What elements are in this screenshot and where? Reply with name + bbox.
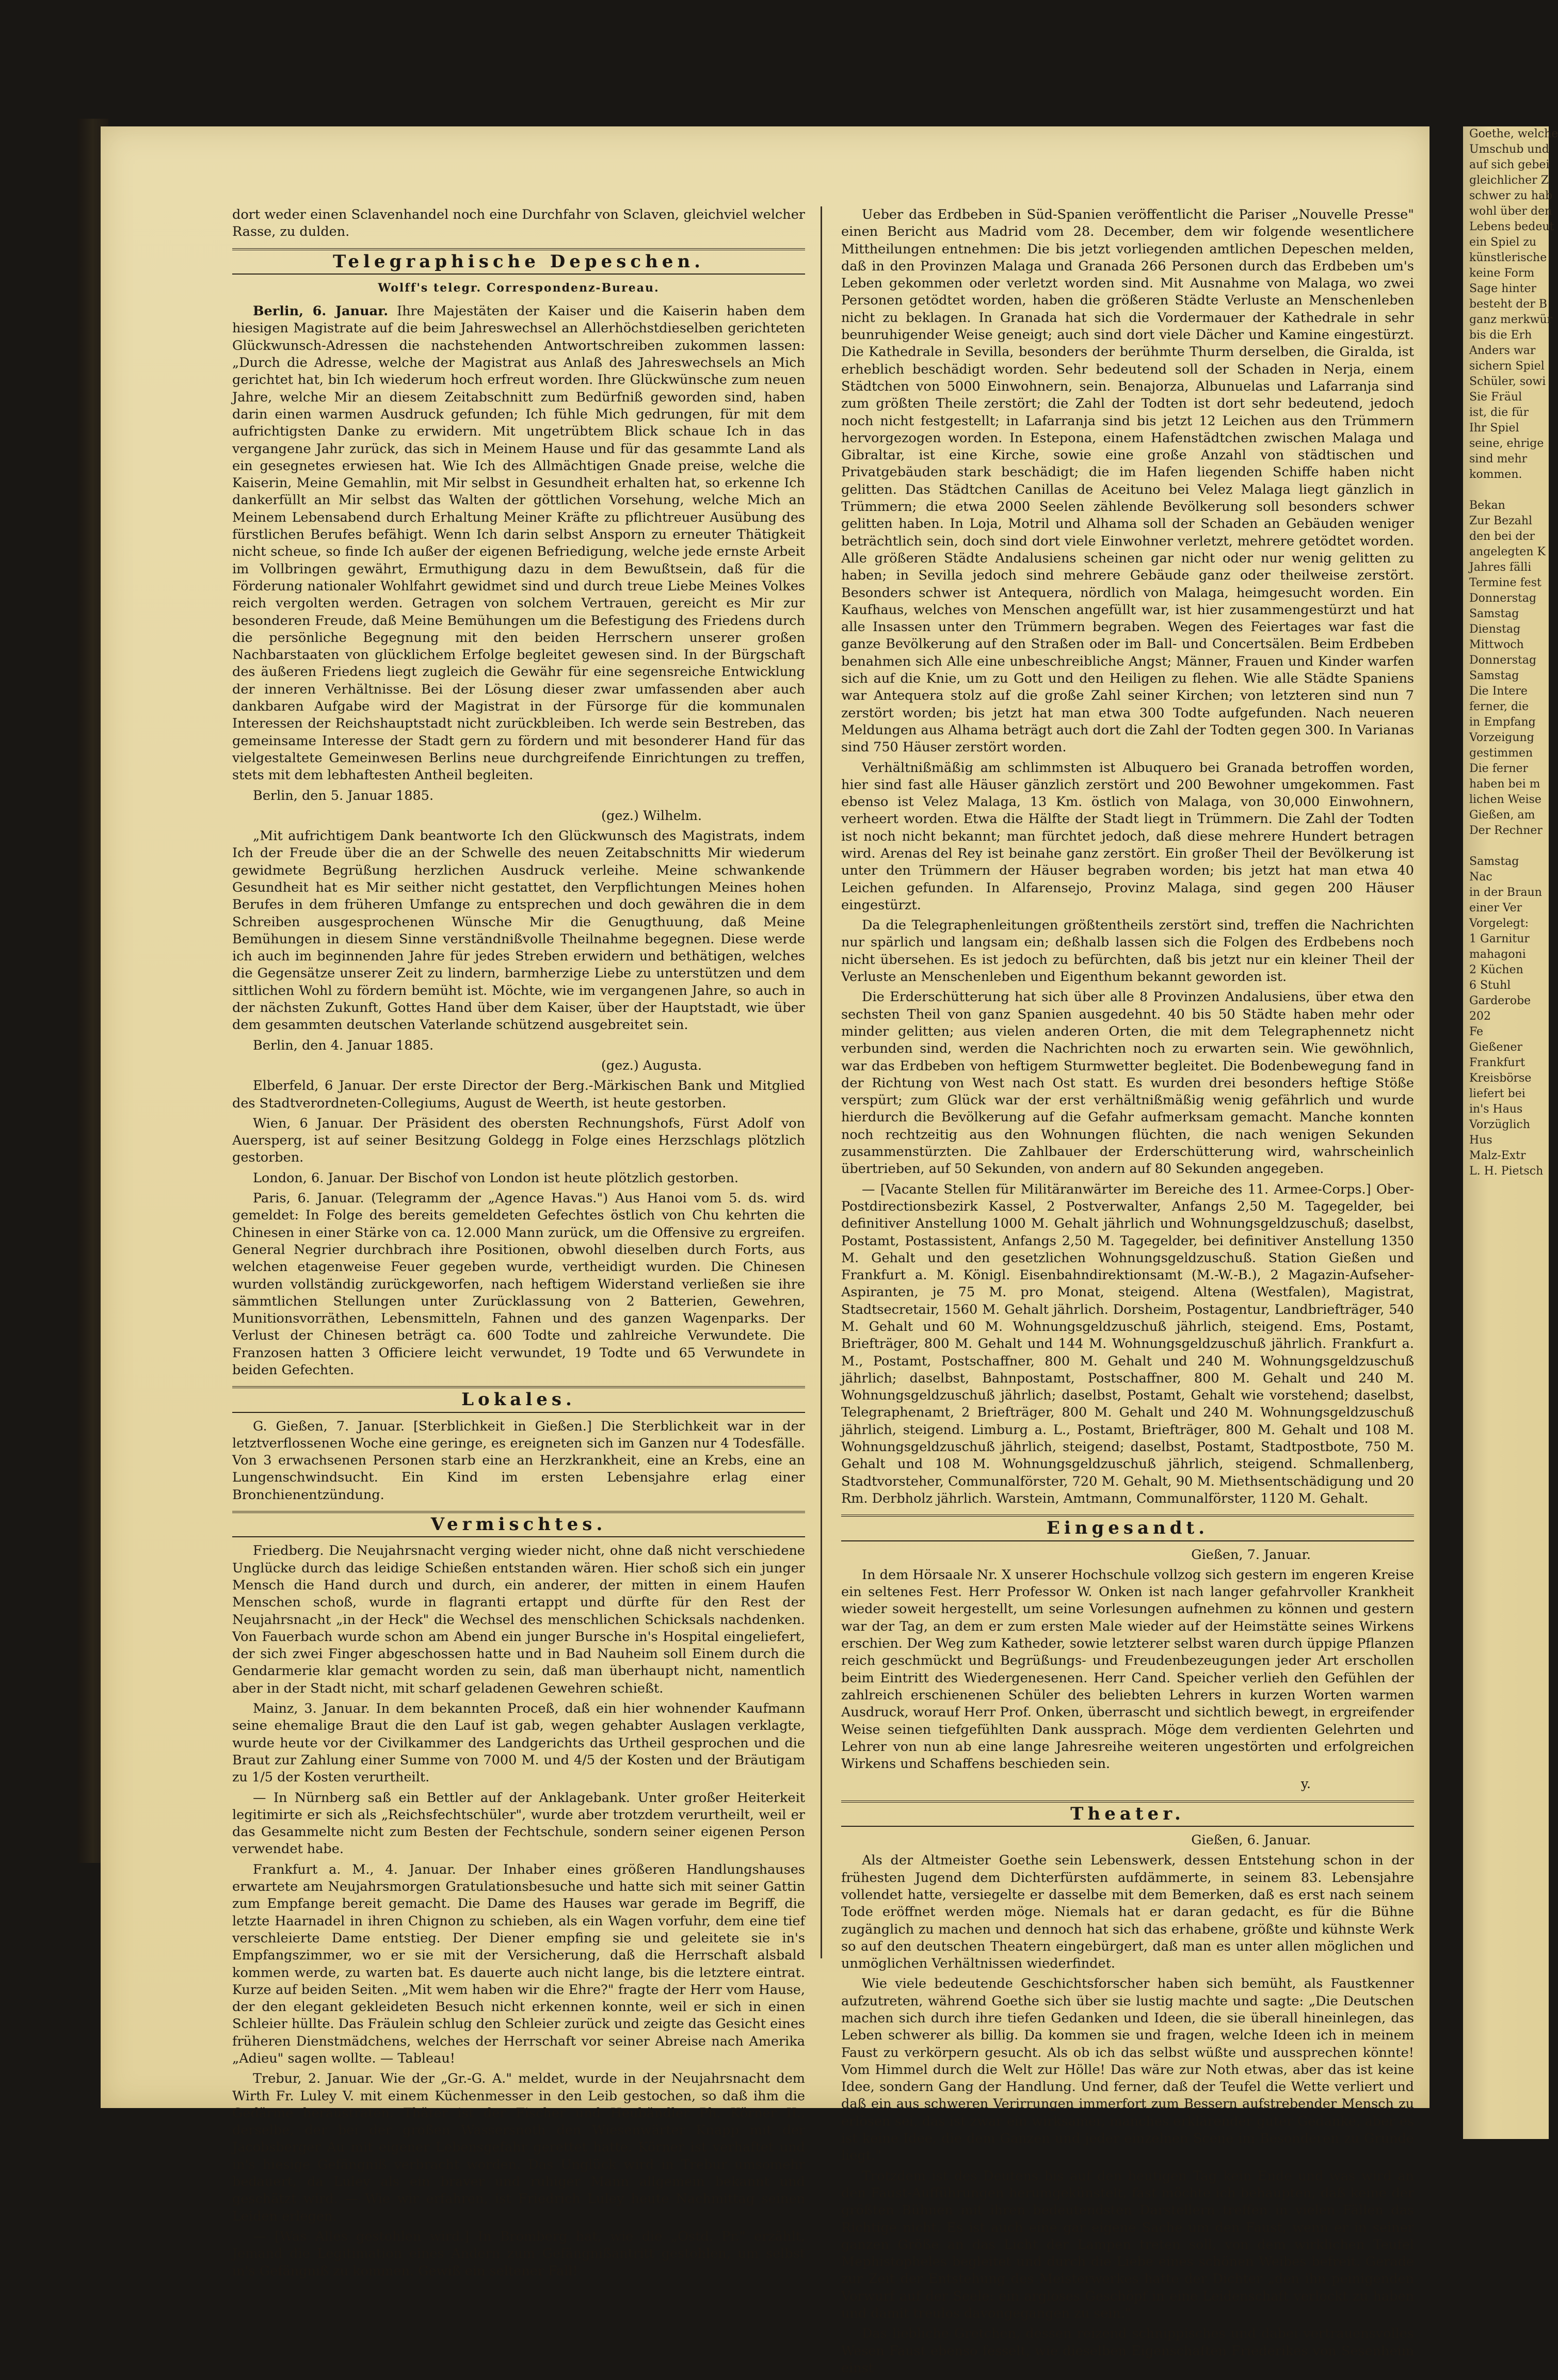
adjacent-page-fragment: gestimmen (1469, 747, 1533, 760)
adjacent-page-fragment: Dienstag (1469, 623, 1521, 636)
adjacent-page-fragment: Ihr Spiel (1469, 422, 1519, 435)
adjacent-page-fragment: auf sich gebei (1469, 158, 1550, 171)
adjacent-page-fragment: Sage hinter (1469, 282, 1537, 295)
adjacent-page-fragment: künstlerische (1469, 251, 1547, 264)
adjacent-page-fragment: Donnerstag (1469, 592, 1537, 605)
theater-article-4: Das liebliche Gretchen, dessen reizend schnippisches und dabei vertrauensvolles Wesen Faust ebenso fesselt, wie dieselben Eigenschaften Friederikes von Sesenheim einst (841, 2326, 1414, 2376)
signature-wilhelm: (gez.) Wilhelm. (601, 808, 702, 824)
adjacent-page-fragment: Vorzeigung (1469, 731, 1534, 744)
adjacent-page-fragment: Nac (1469, 871, 1492, 883)
adjacent-page-fragment: 1 Garnitur (1469, 932, 1530, 945)
adjacent-page-fragment: Frankfurt (1469, 1056, 1525, 1069)
adjacent-page-fragment: schwer zu hab (1469, 189, 1553, 202)
adjacent-page-fragment: Bekan (1469, 499, 1505, 512)
adjacent-page-fragment: liefert bei (1469, 1087, 1525, 1100)
adjacent-page-fragment: Gießen, am (1469, 809, 1535, 822)
adjacent-page-fragment: ferner, die (1469, 700, 1529, 713)
bromberg-article: — [Was Alles gestohlen wird.] In Bromberg hat, wie die „Ostd. Pr." erzählt, Jemand die Legitimation eines Andern zum Gefängnißantritt gestohlen, um selbst in's Gefängniß zu kommen. Gewiß ein seltener Fall! (232, 2228, 805, 2279)
frankfurt-article: Frankfurt a. M., 4. Januar. Der Inhaber eines größeren Handlungshauses erwartete am Neujahrsmorgen Gratulationsbesuche und hatte sich mit seiner Gattin zum Empfange bereit gemacht. Die Dame des Hauses war gerade im Begriff, die letzte Haarnadel in ihren Chignon zu schieben, als ein Wagen vorfuhr, dem eine tief verschleierte Dame entstieg. Der Diener empfing sie und geleitete sie in's Empfangszimmer, wo er sie mit der Versicherung, daß die Herrschaft alsbald kommen werde, zu warten bat. Es dauerte auch nicht lange, bis die letztere eintrat. Kurze auf beiden Seiten. „Mit wem haben wir die Ehre?" fragte der Herr vom Hause, der den elegant gekleideten Besuch nicht erkennen konnte, weil er sich in einen Schleier hüllte. Das Fräulein schlug den Schleier zurück und zeigte das Gesicht eines früheren Dienstmädchens, welches der Herrschaft vor seiner Abreise nach Amerika „Adieu" sagen wollte. — Tableau! (232, 1861, 806, 2066)
adjacent-page-fragment: Die ferner (1469, 762, 1529, 775)
empress-article: „Mit aufrichtigem Dank beantworte Ich den Glückwunsch des Magistrats, indem Ich der Freude über die an der Schwelle des neuen Zeitabschnitts Mir wiederum gewidmete Begrüßung herzlichen Ausdruck verleihe. Meine schwankende Gesundheit hat es Mir seither nicht gestattet, den Verpflichtungen Meines hohen Berufes in dem früheren Umfange zu entsprechen und doch gewähren die in dem Schreiben ausgesprochenen Wünsche Mir die Genugthuung, daß Meine Bemühungen in diesem Sinne verständnißvolle Theilnahme begegnen. Diese werde ich auch im beginnenden Jahre für jedes Streben erwidern und bethätigen, welches die Gegensätze unserer Zeit zu lindern, barmherzige Liebe zu unterstützen und dem sittlichen Wohl zu fördern bemüht ist. Möchte, wie im vergangenen Jahre, so auch in der nächsten Zukunft, Gottes Hand über dem Kaiser, über der Hauptstadt, wie über dem gesammten deutschen Vaterlande schützend ausgebreitet sein. (232, 828, 805, 1033)
adjacent-page-fragment: kommen. (1469, 468, 1522, 481)
earthquake-article-3: Da die Telegraphenleitungen größtentheils zerstört sind, treffen die Nachrichten nur spärlich und langsam ein; deßhalb lassen sich die Folgen des Erdbebens noch nicht übersehen. Es ist jedoch zu befürchten, daß bis jetzt nur ein kleiner Theil der Verluste an Menschenleben und Eigenthum bekannt geworden ist. (841, 918, 1414, 985)
earthquake-article: Ueber das Erdbeben in Süd-Spanien veröffentlicht die Pariser „Nouvelle Presse" einen Bericht aus Madrid vom 28. December, dem wir folgende wesentlichere Mittheilungen entnehmen: Die bis jetzt vorliegenden amtlichen Depeschen melden, daß in den Provinzen Malaga und Granada 266 Personen durch das Erdbeben um's Leben gekommen oder verletzt worden sind. Mit Ausnahme von Malaga, wo zwei Personen getödtet worden, haben die größeren Städte Verluste an Menschenleben nicht zu beklagen. In Granada hat sich die Vordermauer der Kathedrale in sehr beunruhigender Weise geneigt; auch sind dort viele Dächer und Kamine eingestürzt. Die Kathedrale in Sevilla, besonders der berühmte Thurm derselben, die Giralda, ist erheblich beschädigt worden. Sehr bedeutend soll der Schaden in Nerja, einem Städtchen von 5000 Einwohnern, sein. Benajorza, Albunuelas und Lafarranja sind zum größten Theile zerstört; die Zahl der Todten ist dort sehr bedeutend, jedoch noch nicht festgestellt; in Lafarranja sind bis jetzt 12 Leichen aus den Trümmern hervorgezogen worden. In Estepona, einem Hafenstädtchen zwischen Malaga und Gibraltar, ist eine Kirche, sowie eine große Anzahl von städtischen und Privatgebäuden stark beschädigt; die im Hafen liegenden Schiffe haben nicht gelitten. Das Städtchen Canillas de Aceituno bei Velez Malaga liegt gänzlich in Trümmern; die etwa 2000 Seelen zählende Bevölkerung soll besonders schwer gelitten haben. In Loja, Motril und Alhama soll der Schaden an Gebäuden weniger beträchtlich sein, doch sind dort viele Einwohner verletzt, mehrere getödtet worden. Alle größeren Städte Andalusiens scheinen gar nicht oder nur wenig gelitten zu haben; in Sevilla jedoch sind mehrere Gebäude ganz oder theilweise zerstört. Besonders schwer ist Antequera, nördlich von Malaga, heimgesucht worden. Ein Kaufhaus, welches von Menschen angefüllt war, ist hier zusammengestürzt und hat alle Insassen unter den Trümmern begraben. Wegen des Feiertages war fast die ganze Bevölkerung auf den Straßen oder im Ball- und Concertsälen. Beim Erdbeben benahmen sich Alle eine unbeschreibliche Angst; Männer, Frauen und Kinder warfen sich auf die Knie, um zu Gott und den Heiligen zu flehen. Wie alle Städte Spaniens war Antequera stolz auf die große Zahl seiner Kirchen; von letzteren sind nun 7 zerstört worden; bis jetzt hat man etwa 300 Todte aufgefunden. Nach neueren Meldungen aus Alhama beträgt auch dort die Zahl der Todten gegen 300. In Varianas sind 750 Häuser zerstört worden. (841, 207, 1414, 755)
theater-heading: Theater. (841, 1800, 1414, 1827)
eingesandt-article: In dem Hörsaale Nr. X unserer Hochschule vollzog sich gestern im engeren Kreise ein seltenes Fest. Herr Professor W. Onken ist nach langer gefahrvoller Krankheit wieder soweit hergestellt, um seine Vorlesungen aufnehmen zu können und gestern war der Tag, an dem er zum ersten Male wieder auf der Heimstätte seines Wirkens erschien. Der Weg zum Katheder, sowie letzterer selbst waren durch üppige Pflanzen reich geschmückt und Begrüßungs- und Freudenbezeugungen jeder Art erschollen beim Eintritt des Wiedergenesenen. Herr Cand. Speicher verlieh den Gefühlen der zahlreich erschienenen Schüler des beliebten Lehrers in kurzen Worten warmen Ausdruck, worauf Herr Prof. Onken, überrascht und sichtlich bewegt, in ergreifender Weise seinen tiefgefühlten Dank aussprach. Möge dem verdienten Gelehrten und Lehrer von nun ab eine lange Jahresreihe weiteren ungestörten und erfolgreichen Wirkens und Schaffens beschieden sein. (841, 1567, 1414, 1772)
paris-article: Paris, 6. Januar. (Telegramm der „Agence Havas.") Aus Hanoi vom 5. ds. wird gemeldet: In Folge des bereits gemeldeten Gefechtes östlich von Chu kehrten die Chinesen in einer Stärke von ca. 12.000 Mann zurück, um die Offensive zu ergreifen. General Negrier durchbrach ihre Positionen, obwohl dieselben durch Forts, aus welchen etagenweise Feuer gegeben wurde, vertheidigt wurden. Die Chinesen wurden vollständig zurückgeworfen, nach heftigem Widerstand verließen sie ihre sämmtlichen Stellungen unter Zurücklassung von 2 Batterien, Gewehren, Munitionsvorräthen, Lebensmitteln, Fahnen und des ganzen Wagenparks. Der Verlust der Chinesen beträgt ca. 600 Todte und zahlreiche Verwundete. Die Franzosen hatten 3 Officiere leicht verwundet, 19 Todte und 65 Verwundete in beiden Gefechten. (232, 1191, 805, 1378)
adjacent-page-fragment: Lebens bedeut (1469, 220, 1554, 233)
lokales-heading: Lokales. (232, 1386, 805, 1412)
lokales-article: G. Gießen, 7. Januar. [Sterblichkeit in Gießen.] Die Sterblichkeit war in der letztverflossenen Woche eine geringe, es ereigneten sich im Ganzen nur 4 Todesfälle. Von 3 erwachsenen Personen starb eine an Herzkrankheit, eine an Krebs, eine an Lungenschwindsucht. Ein Kind im ersten Lebensjahre erlag einer Bronchienentzündung. (232, 1418, 805, 1503)
adjacent-page-fragment: Mittwoch (1469, 638, 1524, 651)
adjacent-page-fragment: Fe (1469, 1025, 1484, 1038)
adjacent-page-fragment (1463, 483, 1549, 498)
adjacent-page-fragment: L. H. Pietsch (1469, 1165, 1544, 1178)
adjacent-page-fragment: Sie Fräul (1469, 391, 1522, 404)
right-column (841, 206, 1414, 2380)
intro-text: dort weder einen Sclavenhandel noch eine Durchfahr von Sclaven, gleichviel welcher Rasse, zu dulden. (232, 207, 805, 240)
adjacent-page-fragment: einer Ver (1469, 902, 1522, 914)
vermischtes-heading: Vermischtes. (232, 1511, 805, 1537)
adjacent-page-fragment: sichern Spiel (1469, 360, 1545, 373)
vacancies-article: — [Vacante Stellen für Militäranwärter im Bereiche des 11. Armee-Corps.] Ober-Postdirectionsbezirk Kassel, 2 Postverwalter, Anfangs 2,50 M. Tagegelder, bei definitiver Anstellung 1000 M. Gehalt jährlich und Wohnungsgeldzuschuß; daselbst, Postamt, Postassistent, Anfangs 2,50 M. Tagegelder, bei definitiver Anstellung 1350 M. Gehalt und den gesetzlichen Wohnungsgeldzuschuß. Station Gießen und Frankfurt a. M. Königl. Eisenbahndirektionsamt (M.-W.-B.), 2 Magazin-Aufseher-Aspiranten, je 75 M. pro Monat, steigend. Altena (Westfalen), Magistrat, Stadtsecretair, 1560 M. Gehalt jährlich. Dorsheim, Postagentur, Landbriefträger, 540 M. Gehalt und 60 M. Wohnungsgeldzuschuß jährlich, steigend. Ems, Postamt, Briefträger, 800 M. Gehalt und 144 M. Wohnungsgeldzuschuß jährlich. Frankfurt a. M., Postamt, Postschaffner, 800 M. Gehalt und 240 M. Wohnungsgeldzuschuß jährlich; daselbst, Bahnpostamt, Postschaffner, 800 M. Gehalt und 240 M. Wohnungsgeldzuschuß jährlich; daselbst, Postamt, Gehalt wie vorstehend; daselbst, Telegraphenamt, 2 Briefträger, 800 M. Gehalt und 240 M. Wohnungsgeldzuschuß jährlich, steigend. Limburg a. L., Postamt, Briefträger, 800 M. Gehalt und 108 M. Wohnungsgeldzuschuß jährlich, steigend; daselbst, Postamt, Stadtpostbote, 750 M. Gehalt und 108 M. Wohnungsgeldzuschuß jährlich, steigend. Schmallenberg, Stadtvorsteher, Communalförster, 720 M. Gehalt, 90 M. Miethsentschädigung und 20 Rm. Derbholz jährlich. Warstein, Amtmann, Communalförster, 1120 M. Gehalt. (841, 1181, 1414, 1506)
adjacent-page-fragment: ganz merkwür (1469, 313, 1553, 326)
adjacent-page-fragment: Samstag (1469, 669, 1519, 682)
adjacent-page-fragment: 6 Stuhl (1469, 979, 1511, 992)
adjacent-page-fragment: Samstag (1469, 855, 1519, 868)
left-column (232, 206, 805, 2283)
adjacent-page-fragments (1463, 126, 1558, 1179)
trebur-article: Trebur, 2. Januar. Wie der „Gr.-G. A." meldet, wurde in der Neujahrsnacht dem Wirth Fr. Luley V. mit einem Küchenmesser in den Leib gestochen, so daß ihm die Gedärme heraustraten. Thäter ist der Fischer und Heubändler Ph. Körner II., derselbe, der bei der großen Wassersnoth den Wiesenwärter Knapp mit der Jacobsberger Au mit eigener Lebensgefahr gerettet hatte. Körner ist verhaftet und in's hiesige Gefängniß verbracht worden. Das Unglück wird in Trebur umsomehr bedauert, da Luley als ein braver und ruhiger Mann allgemein bekannt und geschätzt wird. — Wie wir erfahren, ist Friedrich Luley heute Nachmittag seinen Leiden erlegen. (232, 2071, 805, 2224)
berlin-date-2: Berlin, den 4. Januar 1885. (253, 1037, 434, 1053)
eingesandt-heading: Eingesandt. (841, 1515, 1414, 1541)
adjacent-page-fragment: Malz-Extr (1469, 1149, 1526, 1162)
adjacent-page-fragment: Goethe, welche (1469, 127, 1558, 140)
adjacent-page-fragment: Vorzüglich (1469, 1118, 1531, 1131)
adjacent-page-fragment: haben bei m (1469, 778, 1540, 791)
adjacent-page-fragment: Vorgelegt: (1469, 917, 1529, 930)
theater-article-2: Wie viele bedeutende Geschichtsforscher haben sich bemüht, als Faustkenner aufzutreten, während Goethe sich über sie lustig machte und sagte: „Die Deutschen machen sich durch ihre tiefen Gedanken und Ideen, die sie überall hineinlegen, das Leben schwerer als billig. Da kommen sie und fragen, welche Ideen ich in meinem Faust zu verkörpern gesucht. Als ob ich das selbst wüßte und aussprechen könnte! Vom Himmel durch die Welt zur Hölle! Das wäre zur Noth etwas, aber das ist keine Idee, sondern Gang der Handlung. Und ferner, daß der Teufel die Wette verliert und daß ein aus schweren Verirrungen immerfort zum Bessern aufstrebender Mensch zu erlösen sei, das ist zwar ein wirksamer, manches erklärender guter Gedanke, aber es ist keine Idee, die dem Ganzen und jeder einzelnen Scene im Besonderen zu Grunde liegt." (841, 1976, 1414, 2164)
adjacent-page-fragment: Anders war (1469, 344, 1536, 357)
telegrams-subheading: Wolff's telegr. Correspondenz-Bureau. (378, 281, 660, 295)
london-article: London, 6. Januar. Der Bischof von London ist heute plötzlich gestorben. (253, 1170, 738, 1186)
adjacent-page-fragment: in der Braun (1469, 886, 1542, 899)
adjacent-page-fragment (1463, 839, 1549, 854)
adjacent-page-fragment: Der Rechner (1469, 824, 1543, 837)
adjacent-page-fragment: 2 Küchen (1469, 963, 1523, 976)
signature-augusta: (gez.) Augusta. (601, 1057, 702, 1073)
adjacent-page-fragment: den bei der (1469, 530, 1535, 543)
adjacent-page-fragment: seine, ehrige (1469, 437, 1544, 450)
theater-dateline: Gießen, 6. Januar. (1191, 1832, 1311, 1848)
adjacent-page-fragment: besteht der B (1469, 298, 1548, 311)
elberfeld-article: Elberfeld, 6 Januar. Der erste Director der Berg.-Märkischen Bank und Mitglied des Stadtverordneten-Collegiums, August de Weerth, ist heute gestorben. (232, 1078, 805, 1111)
adjacent-page-fragment: Donnerstag (1469, 654, 1537, 667)
adjacent-page-fragment: wohl über den (1469, 205, 1552, 218)
adjacent-page-fragment: Gießener (1469, 1041, 1523, 1054)
adjacent-page-fragment: ist, die für (1469, 406, 1529, 419)
wien-article: Wien, 6 Januar. Der Präsident des obersten Rechnungshofs, Fürst Adolf von Auersperg, ist auf seiner Besitzung Goldegg in Folge eines Herzschlags plötzlich gestorben. (232, 1115, 805, 1166)
adjacent-page-fragment: Kreisbörse (1469, 1072, 1532, 1085)
adjacent-page-edge (1463, 126, 1558, 2139)
adjacent-page-fragment: Schüler, sowi (1469, 375, 1546, 388)
adjacent-page-fragment: mahagoni (1469, 948, 1526, 961)
adjacent-page-fragment: 202 (1469, 1010, 1491, 1023)
adjacent-page-fragment: Umschub und (1469, 143, 1549, 156)
adjacent-page-fragment: Zur Bezahl (1469, 514, 1533, 527)
telegrams-heading: Telegraphische Depeschen. (232, 248, 805, 275)
friedberg-article: Friedberg. Die Neujahrsnacht verging wieder nicht, ohne daß nicht verschiedene Unglücke durch das leidige Schießen entstanden wären. Hier schoß sich ein junger Mensch die Hand durch und durch, ein anderer, der mitten in einem Haufen Menschen schoß, wurde in flagranti ertappt und dürfte für den Rest der Neujahrsnacht „in der Heck" die Wechsel des menschlichen Schicksals nachdenken. Von Fauerbach wurde schon am Abend ein junger Bursche in's Hospital eingeliefert, der sich zwei Finger abgeschossen hatte und in Bad Nauheim soll Einem durch die Gendarmerie klar gemacht worden zu sein, daß man überhaupt nicht, namentlich aber in der Stadt nicht, mit scharf geladenen Gewehren schießt. (232, 1543, 805, 1696)
theater-article-3: Trotzdem ist des Deutens bis auf den heutigen Tag kein Ende und was wird an den Faust-Aufführungen herumgekünstelt, fast möchte ich behaupten, daß keine der größten Bühnen mit ihren bedeutendsten Darstellern treffen in vielen Fällen das Richtige nicht. Es ist auch eine gar eigene Sache um den Faust, wenn er in seiner ganzen Größe an das Licht der Lampen treten soll, von dem wirklichen Teufel Mephistopheles begleitet und durch die Liebe eines schönen Weibes befreit. Gerade zur Zeit der Entstehung des Meisterwerkes hatte der Dichter „den ihn peinigenden Vorwurf auf der Seele: ein argloses Geschöpf in eine Leidenschaft verlockt zu haben und damit treulos davongegangen zu sein." (841, 2168, 1414, 2322)
eingesandt-signature: y. (1300, 1776, 1311, 1792)
adjacent-page-fragment: gleichlicher Z (1469, 174, 1549, 187)
theater-article: Als der Altmeister Goethe sein Lebenswerk, dessen Entstehung schon in der frühesten Jugend dem Dichterfürsten aufdämmerte, in seinem 83. Lebensjahre vollendet hatte, versiegelte er dasselbe mit dem Bemerken, daß es erst nach seinem Tode eröffnet werden möge. Niemals hat er daran gedacht, es für die Bühne zugänglich zu machen und dennoch hat sich das erhabene, größte und kühnste Werk so auf den deutschen Theatern eingebürgert, daß man es unter allen möglichen und unmöglichen Verhältnissen wiederfindet. (841, 1853, 1414, 1972)
adjacent-page-fragment: Termine fest (1469, 576, 1541, 589)
eingesandt-dateline: Gießen, 7. Januar. (1191, 1547, 1311, 1563)
adjacent-page-fragment: in's Haus (1469, 1103, 1523, 1116)
adjacent-page-fragment: ein Spiel zu (1469, 236, 1537, 249)
adjacent-page-fragment: lichen Weise (1469, 793, 1541, 806)
adjacent-page-fragment: Samstag (1469, 607, 1519, 620)
adjacent-page-fragment: Die Intere (1469, 685, 1528, 698)
earthquake-article-4: Die Erderschütterung hat sich über alle 8 Provinzen Andalusiens, über etwa den sechsten Theil von ganz Spanien ausgedehnt. 40 bis 50 Städte haben mehr oder minder gelitten; aus vielen anderen Orten, die mit dem Telegraphennetz nicht verbunden sind, werden die Nachrichten noch zu erwarten sein. Wie gewöhnlich, war das Erdbeben von heftigem Sturmwetter begleitet. Die Bodenbewegung fand in der Richtung von West nach Ost statt. Es wurden drei besonders heftige Stöße verspürt; zum Glück war der erst verhältnißmäßig wenig gefährlich und wurde hierdurch die Bevölkerung auf die Gefahr aufmerksam gemacht. Manche konnten noch rechtzeitig aus den Wohnungen flüchten, die nach wenigen Sekunden zusammenstürzten. Die Zahlbauer der Erderschütterung wird, wahrscheinlich übertrieben, auf 50 Sekunden, von andern auf 80 Sekunden angegeben. (841, 989, 1414, 1177)
adjacent-page-fragment: in Empfang (1469, 716, 1536, 729)
berlin-dateline: Berlin, 6. Januar. (253, 303, 389, 319)
adjacent-page-fragment: keine Form (1469, 267, 1535, 280)
mainz-article: Mainz, 3. Januar. In dem bekannten Proceß, daß ein hier wohnender Kaufmann seine ehemalige Braut die den Lauf ist gab, wegen gehabter Auslagen verklagte, wurde heute vor der Civilkammer des Landgerichts das Urtheil gesprochen und die Braut zur Zahlung einer Summe von 7000 M. und 4/5 der Kosten und der Bräutigam zu 1/5 der Kosten verurtheilt. (232, 1701, 805, 1786)
column-divider (821, 206, 822, 1958)
adjacent-page-fragment: Jahres fälli (1469, 561, 1532, 574)
adjacent-page-fragment: angelegten K (1469, 545, 1546, 558)
adjacent-page-fragment: bis die Erh (1469, 329, 1532, 342)
newspaper-page (101, 126, 1429, 2376)
adjacent-page-fragment: sind mehr (1469, 453, 1528, 465)
berlin-date-1: Berlin, den 5. Januar 1885. (253, 787, 434, 803)
adjacent-page-fragment: Garderobe (1469, 994, 1531, 1007)
earthquake-article-2: Verhältnißmäßig am schlimmsten ist Albuquero bei Granada betroffen worden, hier sind fast alle Häuser gänzlich zerstört und 200 Bewohner umgekommen. Fast ebenso ist Velez Malaga, 13 Km. östlich von Malaga, von 30,000 Einwohnern, verheert worden. Etwa die Hälfte der Stadt liegt in Trümmern. Die Zahl der Todten ist noch nicht bekannt; man fürchtet jedoch, daß diese mehrere Hundert betragen wird. Arenas del Rey ist beinahe ganz zerstört. Ein großer Theil der Bevölkerung ist unter den Trümmern der Häuser begraben worden; bis jetzt hat man etwa 40 Leichen gefunden. In Alfarensejo, Provinz Malaga, sind gegen 200 Häuser eingestürzt. (841, 760, 1414, 913)
berlin-article: Ihre Majestäten der Kaiser und die Kaiserin haben dem hiesigen Magistrate auf die beim Jahreswechsel an Allerhöchstdieselben gerichteten Glückwunsch-Adressen die nachstehenden Antwortschreiben zukommen lassen: „Durch die Adresse, welche der Magistrat aus Anlaß des Jahreswechsels an Mich gerichtet hat, bin Ich wiederum hoch erfreut worden. Ihre Glückwünsche zum neuen Jahre, welche Mir an diesem Zeitabschnitt zum Bedürfniß geworden sind, haben darin einen warmen Ausdruck gefunden; Ich fühle Mich gedrungen, für mit dem aufrichtigsten Danke zu erwidern. Mit ungetrübtem Blick schaue Ich in das vergangene Jahr zurück, das sich in Meinem Hause und für das gesammte Land als ein gesegnetes erwiesen hat. Wie Ich des Allmächtigen Gnade preise, welche die Kaiserin, Meine Gemahlin, mit Mir selbst in Gesundheit erhalten hat, so erkenne Ich dankerfüllt an Mir selbst das Walten der göttlichen Vorsehung, welche Mich an Meinem Lebensabend durch Erhaltung Meiner Kräfte zu pflichtreuer Ausübung des fürstlichen Berufes befähigt. Wenn Ich darin selbst Ansporn zu erneuter Thätigkeit nicht scheue, so finde Ich außer der eigenen Befriedigung, welche jede ernste Arbeit im Vollbringen gewährt, Ermuthigung dazu in dem Bewußtsein, daß für die Förderung nationaler Wohlfahrt gewidmet sind und durch treue Liebe Meines Volkes reich vergolten werden. Getragen von solchem Vertrauen, gereicht es Mir zur besonderen Freude, daß Meine Bemühungen um die Befestigung des Friedens durch die persönliche Begegnung mit den beiden Herrschern unserer großen Nachbarstaaten von glücklichem Erfolge begleitet gewesen sind. In der Bürgschaft des äußeren Friedens liegt zugleich die Gewähr für eine segensreiche Entwicklung der inneren Verhältnisse. Bei der Lösung dieser zwar umfassenden aber auch dankbaren Aufgabe wird der Magistrat in der Fürsorge für die kommunalen Interessen der Reichshauptstadt nicht zurückbleiben. Ich werde sein Bestreben, das gemeinsame Interesse der Stadt gern zu fördern und mit besonderer Hand für das vielgestaltete Gemeinwesen Berlins neue durchgreifende Einrichtungen zu treffen, stets mit dem lebhaftesten Antheil begleiten. (232, 303, 805, 783)
adjacent-page-fragment: Hus (1469, 1134, 1492, 1147)
nuernberg-article: — In Nürnberg saß ein Bettler auf der Anklagebank. Unter großer Heiterkeit legitimirte er sich als „Reichsfechtschüler", wurde aber trotzdem verurtheilt, weil er das Gesammelte nicht zum Besten der Fechtschule, sondern seiner eigenen Person verwendet habe. (232, 1790, 805, 1857)
